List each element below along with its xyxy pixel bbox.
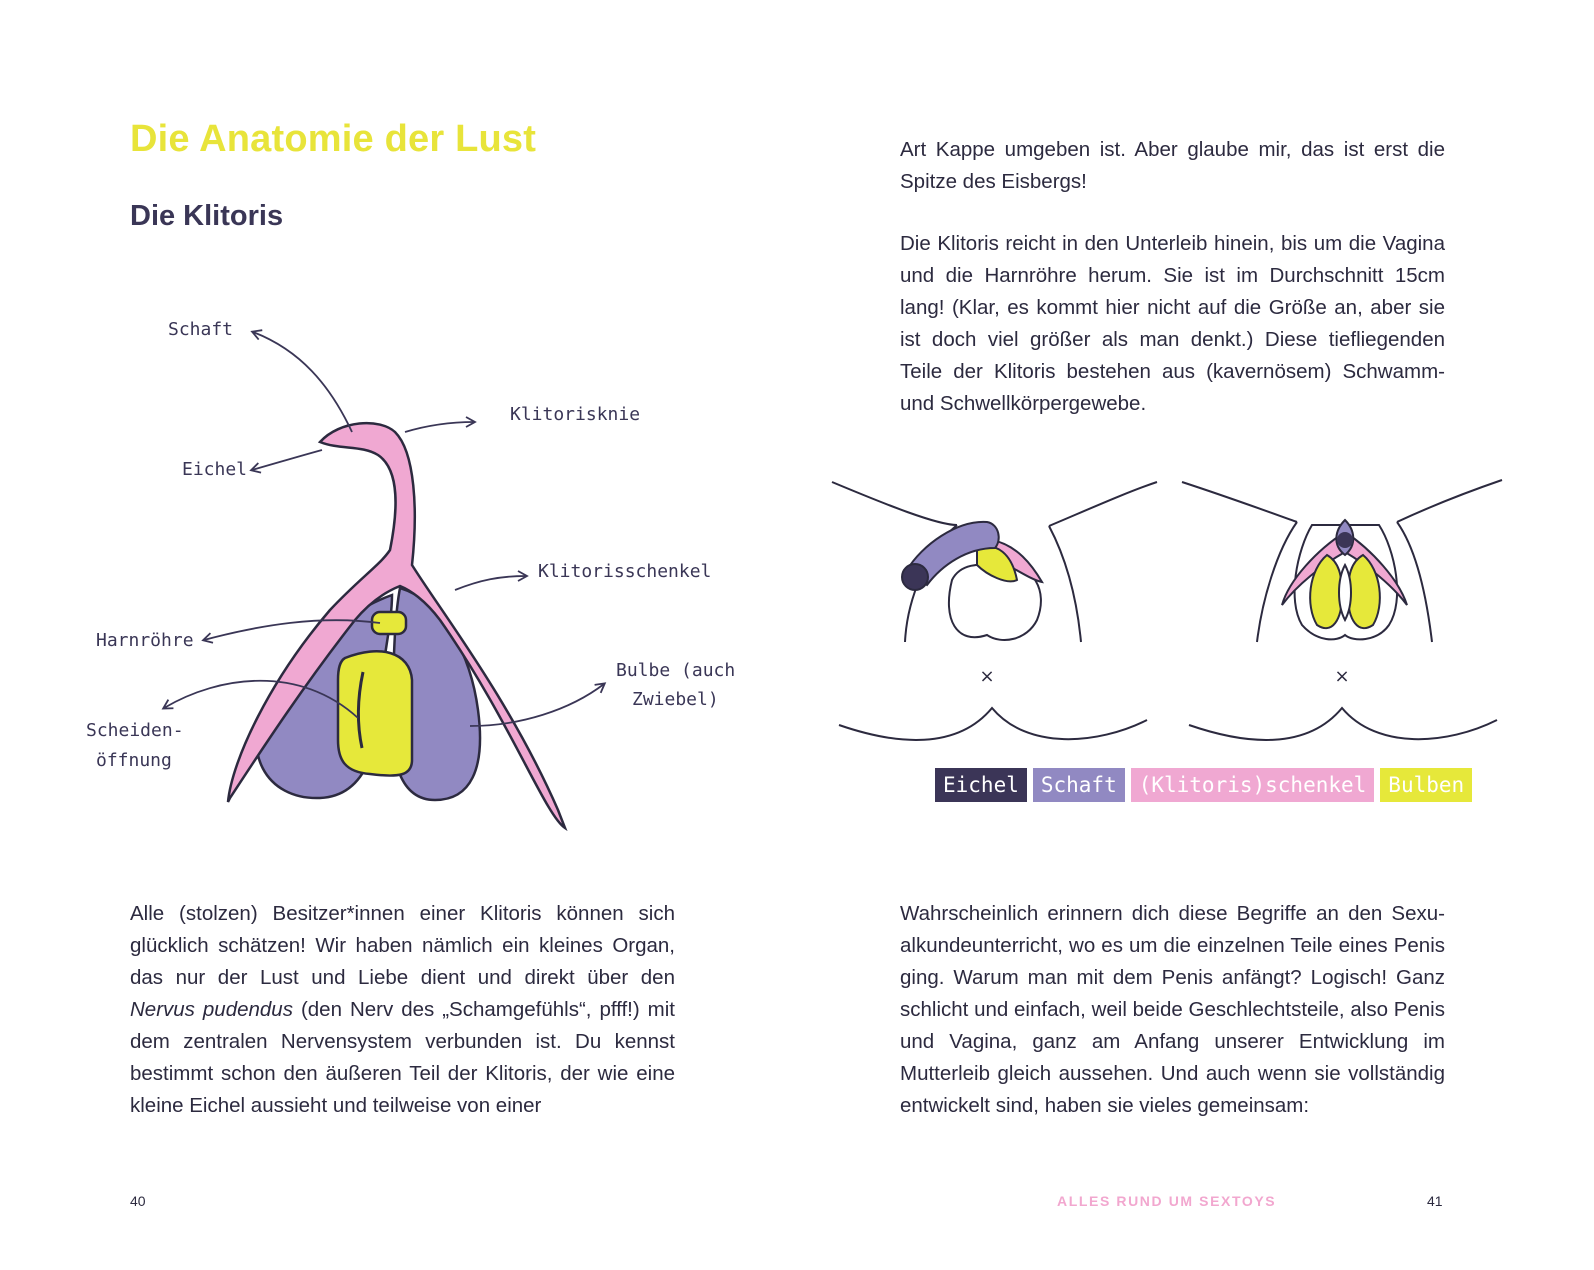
legend-schenkel: (Klitoris)schenkel (1131, 768, 1375, 802)
body-text-italic: Nervus pudendus (130, 998, 293, 1021)
label-bulbe-line1: Bulbe (auch (616, 660, 736, 681)
vulva-front-view (1182, 480, 1502, 740)
page-number-right: 41 (1427, 1193, 1443, 1209)
arrow-klitorisschenkel (455, 576, 526, 590)
legend-schaft: Schaft (1033, 768, 1125, 802)
label-eichel: Eichel (182, 459, 248, 480)
label-harnroehre: Harnröhre (96, 630, 194, 651)
right-page (797, 0, 1594, 1270)
clitoris-diagram (0, 280, 797, 860)
page-title: Die Anatomie der Lust (130, 118, 537, 160)
label-klitorisschenkel: Klitorisschenkel (538, 561, 712, 582)
right-paragraph-2: Die Klitoris reicht in den Unterleib hinein, bis um die Vagina und die Harnröhre herum. Sie ist im Durchschnitt 15cm lang! (Klar, es kommt hier nicht auf die Größe an, aber sie ist doch viel größer als man denkt.) Diese tiefliegenden Teile der Klitoris bestehen aus (kavernösem) Schwamm- und Schwellkörpergewebe. (900, 232, 1445, 415)
right-top-text (900, 134, 1445, 450)
left-body-text (130, 898, 675, 1122)
marker-x-left: × (979, 666, 995, 687)
vulva-side-view (832, 482, 1157, 740)
label-bulbe-line2: Zwiebel) (632, 689, 719, 710)
page-number-left: 40 (130, 1193, 146, 1209)
arrow-eichel (252, 450, 322, 470)
label-schaft: Schaft (168, 319, 234, 340)
label-scheiden-line2: öffnung (96, 750, 172, 771)
legend-eichel: Eichel (935, 768, 1027, 802)
legend-bulben: Bulben (1380, 768, 1472, 802)
body-text-part1: Alle (stolzen) Besitzer*innen einer Klitoris können sich glücklich schätzen! Wir haben nämlich ein kleines Organ, das nur der Lust und Liebe dient und direkt über den (130, 902, 675, 989)
label-scheiden-line1: Scheiden- (86, 720, 184, 741)
right-paragraph-1: Art Kappe umgeben ist. Aber glaube mir, das ist erst die Spitze des Eisbergs! (900, 138, 1445, 193)
vaginal-opening-shape (338, 651, 412, 775)
vulva-illustrations (827, 470, 1527, 760)
color-legend (935, 768, 1472, 802)
label-klitorisknie: Klitorisknie (510, 404, 641, 425)
running-head: ALLES RUND UM SEXTOYS (1057, 1193, 1277, 1209)
marker-x-right: × (1334, 666, 1350, 687)
right-paragraph-3: Wahrscheinlich erinnern dich diese Begriffe an den Sexualkundeunterricht, wo es um die einzelnen Teile eines Penis ging. Warum man mit dem Penis anfängt? Logisch! Ganz schlicht und einfach, weil beide Geschlechtsteile, also Penis und Vagina, ganz am Anfang unserer Entwicklung im Mutterleib gleich aussehen. Und auch wenn sie vollständig entwickelt sind, haben sie vieles gemeinsam: (900, 902, 1445, 1117)
section-heading: Die Klitoris (130, 200, 284, 232)
arrow-schaft (253, 332, 352, 432)
body-text-part2: (den Nerv des „Schamgefühls“, pfff!) mit dem zentralen Nervensystem verbunden ist. Du kennst bestimmt schon den äußeren Teil der Klitoris, der wie eine kleine Eichel aussieht und teilweise von einer (130, 998, 676, 1117)
arrow-klitorisknie (405, 422, 474, 432)
